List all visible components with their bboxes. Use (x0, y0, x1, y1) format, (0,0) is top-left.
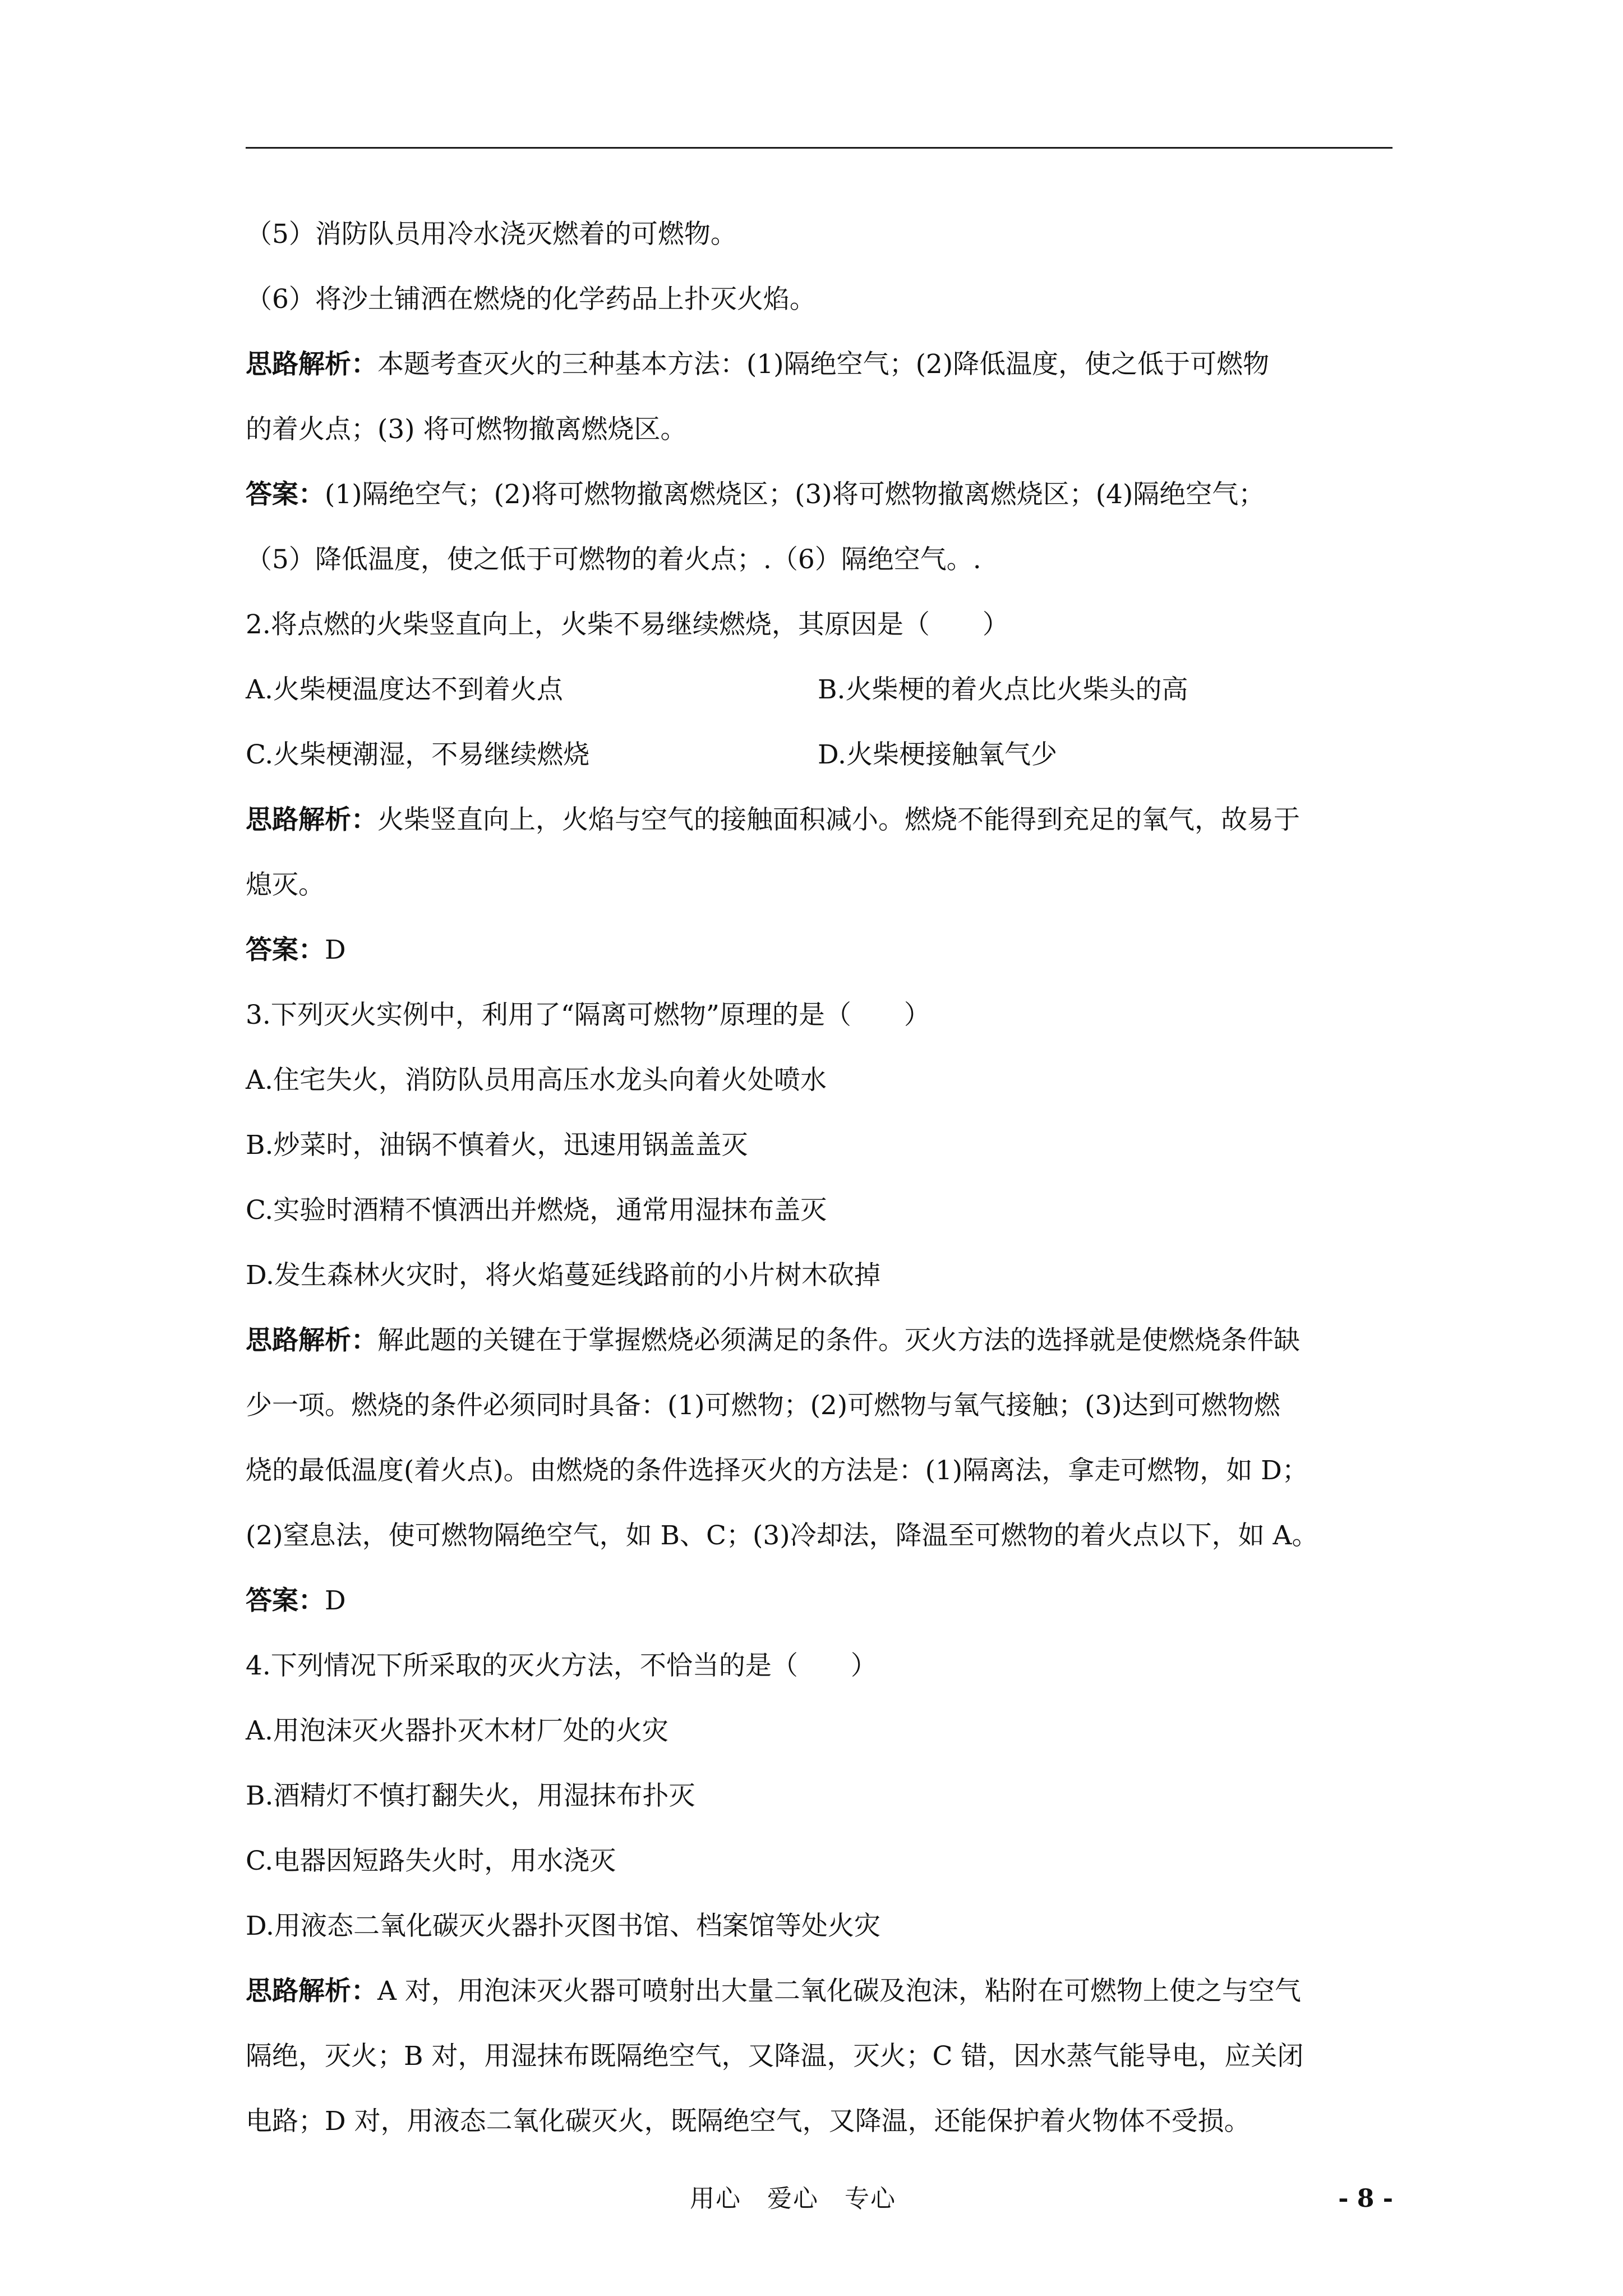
option-d: D.用液态二氧化碳灭火器扑灭图书馆、档案馆等处火灾 (246, 1911, 880, 1941)
text-line: 的着火点；(3) 将可燃物撤离燃烧区。 (246, 414, 687, 445)
answer-label: 答案： (246, 1585, 325, 1616)
options-row (246, 657, 1393, 723)
option-b: B.酒精灯不慎打翻失火，用湿抹布扑灭 (246, 1780, 695, 1811)
solution-text: 解此题的关键在于掌握燃烧必须满足的条件。灭火方法的选择就是使燃烧条件缺 (377, 1325, 1300, 1356)
header-rule (246, 147, 1393, 149)
solution-label: 思路解析： (246, 804, 377, 835)
option-b: B.炒菜时，油锅不慎着火，迅速用锅盖盖灭 (246, 1130, 748, 1161)
solution-paragraph (246, 1959, 1393, 2024)
solution-text: 火柴竖直向上，火焰与空气的接触面积减小。燃烧不能得到充足的氧气，故易于 (377, 804, 1300, 835)
page-number: - 8 - (1338, 2184, 1393, 2213)
solution-label: 思路解析： (246, 1325, 377, 1356)
text-line: 电路；D 对，用液态二氧化碳灭火，既隔绝空气，又降温，还能保护着火物体不受损。 (246, 2106, 1251, 2137)
text-line: (2)窒息法，使可燃物隔绝空气，如 B、C；(3)冷却法，降温至可燃物的着火点以下，如 A。 (246, 1520, 1318, 1551)
answer-text: D (325, 935, 346, 965)
answer-label: 答案： (246, 479, 325, 510)
question-4: 4.下列情况下所采取的灭火方法，不恰当的是（ ） (246, 1650, 877, 1681)
solution-label: 思路解析： (246, 349, 377, 380)
solution-paragraph (246, 1308, 1393, 1373)
solution-label: 思路解析： (246, 1976, 377, 2007)
answer-paragraph (246, 1568, 1393, 1634)
question-3: 3.下列灭火实例中，利用了“隔离可燃物”原理的是（ ） (246, 1000, 930, 1030)
answer-label: 答案： (246, 935, 325, 965)
answer-paragraph (246, 918, 1393, 983)
option-c: C.火柴梗潮湿，不易继续燃烧 (246, 739, 590, 770)
solution-paragraph (246, 332, 1393, 397)
option-d: D.发生森林火灾时，将火焰蔓延线路前的小片树木砍掉 (246, 1260, 880, 1291)
solution-text: A 对，用泡沫灭火器可喷射出大量二氧化碳及泡沫，粘附在可燃物上使之与空气 (377, 1976, 1301, 2007)
page-footer (0, 2177, 1623, 2221)
text-line: 少一项。燃烧的条件必须同时具备：(1)可燃物；(2)可燃物与氧气接触；(3)达到可燃物燃 (246, 1390, 1280, 1421)
options-row (246, 723, 1393, 788)
answer-text: D (325, 1585, 346, 1616)
answer-paragraph (246, 462, 1393, 527)
option-c: C.实验时酒精不慎洒出并燃烧，通常用湿抹布盖灭 (246, 1195, 827, 1226)
text-line: （6）将沙土铺洒在燃烧的化学药品上扑灭火焰。 (246, 284, 816, 315)
page-body (246, 202, 1393, 2154)
option-a: A.火柴梗温度达不到着火点 (246, 674, 563, 705)
text-line: 熄灭。 (246, 869, 325, 900)
question-2: 2.将点燃的火柴竖直向上，火柴不易继续燃烧，其原因是（ ） (246, 609, 1009, 640)
text-line: （5）降低温度，使之低于可燃物的着火点；.（6）隔绝空气。. (246, 544, 981, 575)
footer-motto: 用心 爱心 专心 (690, 2184, 896, 2213)
option-c: C.电器因短路失火时，用水浇灭 (246, 1846, 616, 1876)
text-line: （5）消防队员用冷水浇灭燃着的可燃物。 (246, 219, 737, 250)
answer-text: (1)隔绝空气；(2)将可燃物撤离燃烧区；(3)将可燃物撤离燃烧区；(4)隔绝空气； (325, 479, 1265, 510)
option-d: D.火柴梗接触氧气少 (818, 739, 1057, 770)
option-a: A.住宅失火，消防队员用高压水龙头向着火处喷水 (246, 1065, 827, 1096)
solution-paragraph (246, 788, 1393, 853)
option-b: B.火柴梗的着火点比火柴头的高 (818, 674, 1188, 705)
option-a: A.用泡沫灭火器扑灭木材厂处的火灾 (246, 1715, 668, 1746)
text-line: 隔绝，灭火；B 对，用湿抹布既隔绝空气，又降温，灭火；C 错，因水蒸气能导电，应关闭 (246, 2041, 1304, 2072)
text-line: 烧的最低温度(着火点)。由燃烧的条件选择灭火的方法是：(1)隔离法，拿走可燃物，如 D； (246, 1455, 1308, 1486)
solution-text: 本题考查灭火的三种基本方法：(1)隔绝空气；(2)降低温度，使之低于可燃物 (377, 349, 1270, 380)
